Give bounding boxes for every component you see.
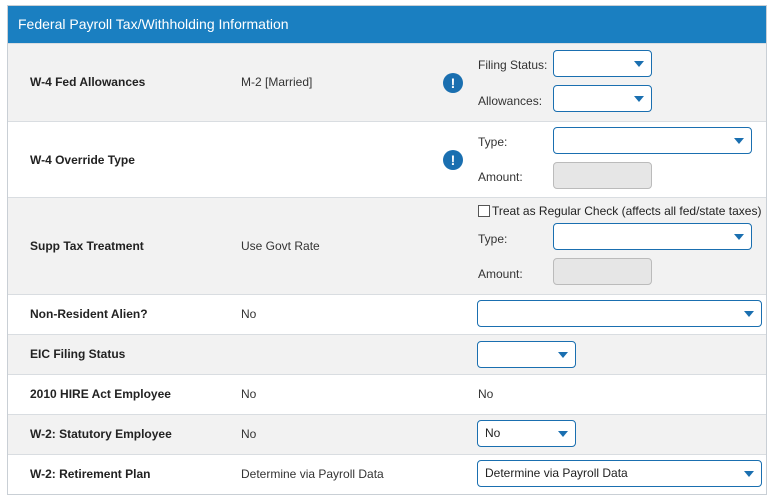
exclamation-circle-icon: ! xyxy=(443,150,463,170)
caret-down-icon xyxy=(744,471,754,477)
non-resident-value: No xyxy=(241,307,257,321)
row-eic xyxy=(8,334,766,374)
supp-amount-label: Amount: xyxy=(478,267,523,281)
caret-down-icon xyxy=(634,96,644,102)
statutory-label: W-2: Statutory Employee xyxy=(30,427,172,441)
override-amount-label: Amount: xyxy=(478,170,523,184)
treat-regular-checkbox[interactable] xyxy=(478,204,761,218)
panel-title: Federal Payroll Tax/Withholding Information xyxy=(8,6,766,43)
caret-down-icon xyxy=(744,311,754,317)
row-fed-allowances xyxy=(8,43,766,121)
caret-down-icon xyxy=(734,138,744,144)
supp-tax-label: Supp Tax Treatment xyxy=(30,239,144,253)
federal-tax-panel xyxy=(7,5,767,495)
hire-act-value: No xyxy=(241,387,257,401)
row-retirement xyxy=(8,454,766,494)
row-non-resident xyxy=(8,294,766,334)
override-type-select[interactable] xyxy=(553,127,752,154)
retirement-label: W-2: Retirement Plan xyxy=(30,467,151,481)
exclamation-circle-icon: ! xyxy=(443,73,463,93)
supp-type-select[interactable] xyxy=(553,223,752,250)
row-statutory xyxy=(8,414,766,454)
caret-down-icon xyxy=(558,352,568,358)
caret-down-icon xyxy=(558,431,568,437)
checkbox-box[interactable] xyxy=(478,205,490,217)
row-supp-tax xyxy=(8,197,766,294)
supp-type-label: Type: xyxy=(478,232,508,246)
eic-label: EIC Filing Status xyxy=(30,347,126,361)
supp-amount-input[interactable] xyxy=(553,258,652,285)
filing-status-label: Filing Status: xyxy=(478,58,548,72)
row-override-type xyxy=(8,121,766,197)
eic-select[interactable] xyxy=(477,341,576,368)
allowances-select[interactable] xyxy=(553,85,652,112)
retirement-select[interactable] xyxy=(477,460,762,487)
override-type-label: W-4 Override Type xyxy=(30,153,135,167)
fed-allowances-label: W-4 Fed Allowances xyxy=(30,75,146,89)
hire-act-readonly: No xyxy=(478,387,494,401)
treat-regular-label: Treat as Regular Check (affects all fed/state taxes) xyxy=(492,204,762,218)
caret-down-icon xyxy=(734,234,744,240)
supp-tax-value: Use Govt Rate xyxy=(241,239,320,253)
non-resident-select[interactable] xyxy=(477,300,762,327)
hire-act-label: 2010 HIRE Act Employee xyxy=(30,387,171,401)
override-type-field-label: Type: xyxy=(478,135,508,149)
row-hire-act xyxy=(8,374,766,414)
statutory-select[interactable] xyxy=(477,420,576,447)
statutory-value: No xyxy=(241,427,257,441)
caret-down-icon xyxy=(634,61,644,67)
non-resident-label: Non-Resident Alien? xyxy=(30,307,148,321)
statutory-select-value: No xyxy=(485,426,501,440)
fed-allowances-value: M-2 [Married] xyxy=(241,75,313,89)
filing-status-select[interactable] xyxy=(553,50,652,77)
retirement-select-value: Determine via Payroll Data xyxy=(485,466,628,480)
override-amount-input[interactable] xyxy=(553,162,652,189)
allowances-label: Allowances: xyxy=(478,94,543,108)
retirement-value: Determine via Payroll Data xyxy=(241,467,384,481)
